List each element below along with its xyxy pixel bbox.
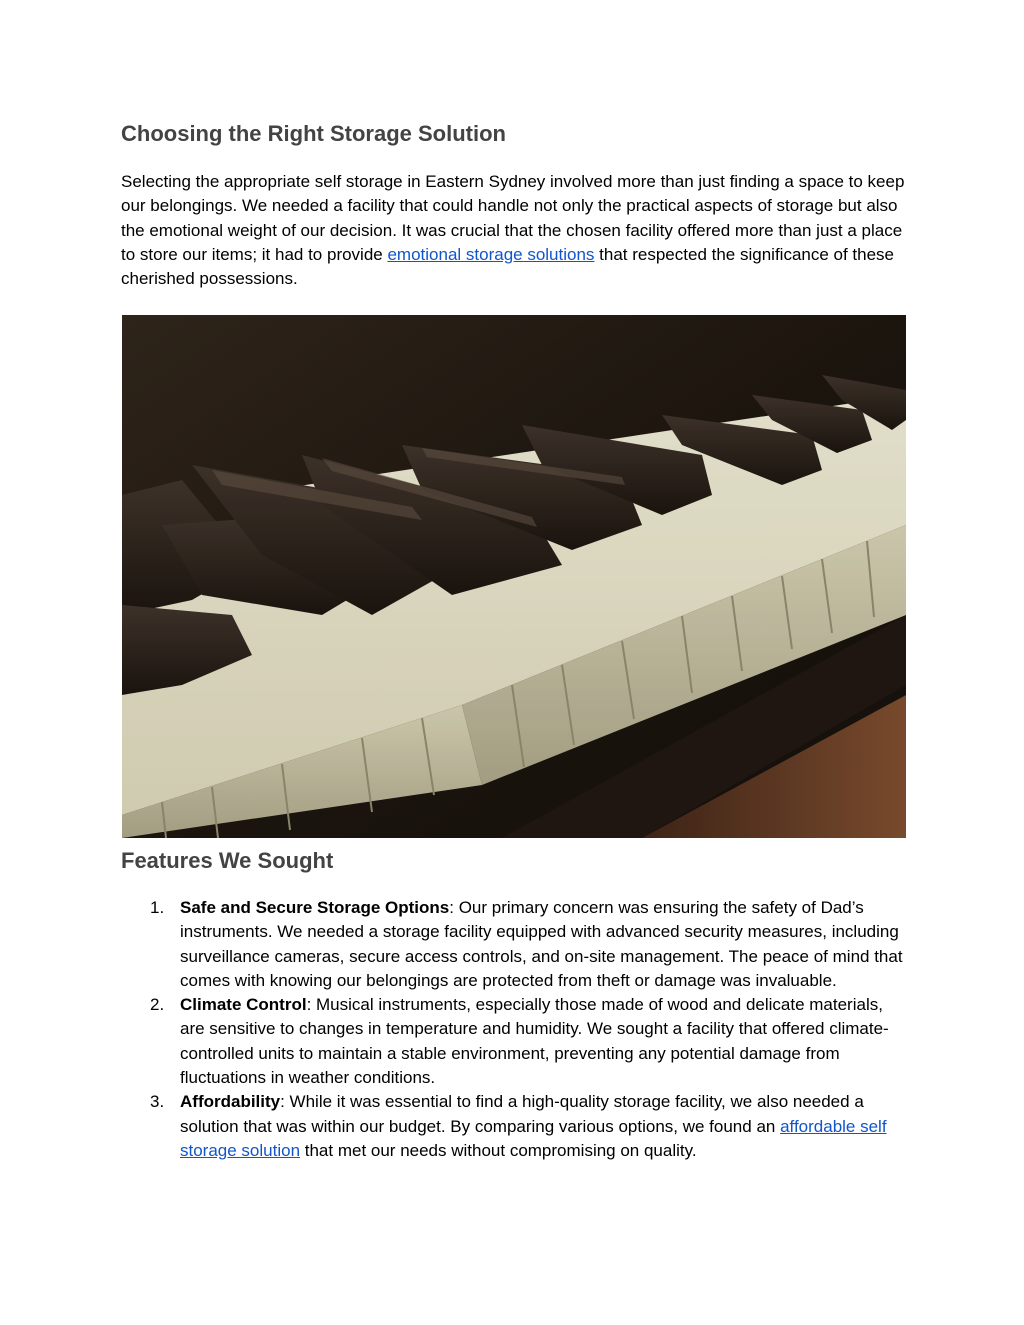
list-item-text: : While it was essential to find a high-quality storage facility, we also needed a solution that was within our budget. By comparing various options, we found an bbox=[180, 1092, 864, 1136]
list-item-text-end: that met our needs without compromising on quality. bbox=[300, 1140, 697, 1160]
section-heading-choosing-storage: Choosing the Right Storage Solution bbox=[121, 121, 506, 146]
paragraph-text-end: that respected the significance of these cherished possessions. bbox=[121, 244, 895, 289]
list-item bbox=[121, 993, 911, 1090]
features-list bbox=[121, 896, 911, 1163]
list-item-title: Climate Control bbox=[180, 995, 307, 1015]
emotional-storage-solutions-link[interactable]: emotional storage solutions bbox=[387, 244, 595, 264]
paragraph-text: Selecting the appropriate self storage in Eastern Sydney involved more than just finding a space to keep our belongings. We needed a facility that could handle not only the practical aspects of storage but also the emotional weight of our decision. It was crucial that the chosen facility offered more than just a place to store our items; it had to provide bbox=[121, 172, 905, 264]
list-item-text: : Our primary concern was ensuring the safety of Dad’s instruments. We needed a storage facility equipped with advanced security measures, including surveillance cameras, secure access controls, and on-site management. The peace of mind that comes with knowing our belongings are protected from theft or damage was invaluable. bbox=[180, 898, 903, 990]
affordable-self-storage-link[interactable]: affordable self storage solution bbox=[180, 1116, 887, 1160]
list-item-number: 2. bbox=[150, 995, 165, 1015]
list-item-number: 1. bbox=[150, 898, 165, 917]
section-heading-features: Features We Sought bbox=[121, 848, 334, 873]
list-item bbox=[121, 1090, 911, 1163]
list-item-text: : Musical instruments, especially those made of wood and delicate materials, are sensitive to changes in temperature and humidity. We sought a facility that offered climate-controlled units to maintain a stable environment, preventing any potential damage from fluctuations in weather conditions. bbox=[180, 995, 889, 1088]
list-item-number: 3. bbox=[150, 1092, 165, 1112]
list-item-title: Affordability bbox=[180, 1092, 281, 1112]
list-item bbox=[121, 896, 911, 993]
intro-paragraph bbox=[121, 170, 921, 291]
list-item-title: Safe and Secure Storage Options bbox=[180, 898, 450, 917]
piano-keys-photo bbox=[122, 315, 906, 838]
